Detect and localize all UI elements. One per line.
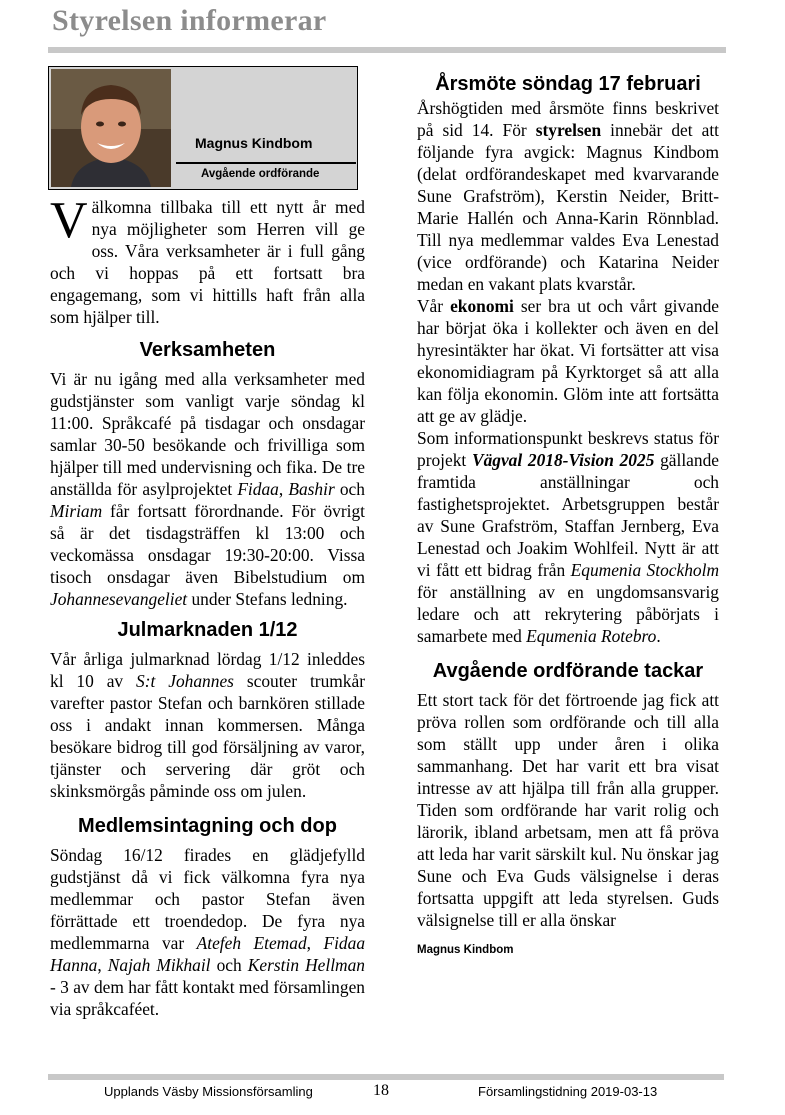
arsmote-paragraph-2 xyxy=(417,295,719,427)
text: , xyxy=(278,479,289,499)
arsmote-paragraph-1 xyxy=(417,97,719,295)
text: . xyxy=(656,626,661,646)
text: och xyxy=(334,479,365,499)
signature: Magnus Kindbom xyxy=(417,944,514,956)
bottom-divider xyxy=(48,1074,724,1080)
left-column xyxy=(50,192,366,1020)
arsmote-paragraph-3 xyxy=(417,427,719,647)
text: , xyxy=(306,933,324,953)
text: Vår årliga julmarknad lördag 1/12 inleddes kl 10 av xyxy=(50,649,365,691)
page-number: 18 xyxy=(373,1082,389,1099)
bold-term: styrelsen xyxy=(535,120,602,140)
text: scouter trumkår varefter pastor Stefan och barnkören stillade oss i andakt innan kommersen. Många besökare bidrog till god försäljning av varor, tjänster och servering där gröt och skinksmörgås påminde oss om julen. xyxy=(50,671,366,801)
text: och xyxy=(210,955,248,975)
project-name: Vägval 2018-Vision 2025 xyxy=(471,450,655,470)
verksamheten-paragraph xyxy=(50,368,365,610)
text: för anställning av en ungdomsansvarig ledare och att rekrytering påbörjats i samarbete med xyxy=(417,582,719,646)
text: gällande framtida anställningar och fastighetsprojektet. Arbetsgruppen består av Sune Grafström, Staffan Jernberg, Eva Lenestad och Joakim Wohlfeil. Nytt är att vi fått ett bidrag från xyxy=(417,450,719,580)
footer-issue: Församlingstidning 2019-03-13 xyxy=(478,1084,658,1099)
intro-paragraph xyxy=(50,192,365,328)
footer-publisher: Upplands Väsby Missionsförsamling xyxy=(104,1084,313,1099)
profile-box xyxy=(48,66,358,190)
name-italic: Najah Mikhail xyxy=(107,955,211,975)
text: Vi är nu igång med alla verksamheter med gudstjänster som vanligt varje söndag kl 11:00. Språkcafé på tisdagar och onsdagar samlar 30-50 besökande och frivilliga som hjälper till med undervisning och fika. De tre anställda för asylprojektet xyxy=(50,369,365,499)
name-italic: Bashir xyxy=(288,479,335,499)
text: Årshögtiden med årsmöte finns beskrivet på sid 14. För xyxy=(417,98,719,140)
julmarknad-paragraph xyxy=(50,648,365,802)
text: innebär det att följande fyra avgick: Magnus Kindbom (delat ordförandeskapet med kvarvarande Sune Grafström), Kerstin Neider, Britt-Marie Hallén och Anna-Karin Rönnblad. Till nya medlemmar valdes Eva Lenestad (vice ordförande) och Katarina Neider medan en vakant plats kvarstår. xyxy=(417,120,719,294)
profile-divider xyxy=(176,162,356,164)
name-italic: S:t Johannes xyxy=(136,671,234,691)
profile-name: Magnus Kindbom xyxy=(195,135,313,151)
portrait-photo xyxy=(51,69,171,187)
text: under Stefans ledning. xyxy=(187,589,348,609)
bold-term: ekonomi xyxy=(450,296,514,316)
heading-tackar: Avgående ordförande tackar xyxy=(432,660,704,682)
intro-text: älkomna tillbaka till ett nytt år med nya möjligheter som Herren vill ge oss. Våra verksamheter är i full gång och vi hoppas på ett fortsatt bra engagemang, som vi hittills haft från alla som hjälper till. xyxy=(50,197,365,327)
name-italic: Fidaa xyxy=(237,479,279,499)
page-title: Styrelsen informerar xyxy=(52,4,327,37)
tackar-paragraph: Ett stort tack för det förtroende jag fick att pröva rollen som ordförande och till alla som ställt upp under åren i olika sammanhang. Det har varit ett bra visat intresse av att hjälpa till från alla grupper. Tiden som ordförande har varit rolig och lärorik, ibland arbetsam, men att få pröva att leda har varit särskilt kul. Nu önskar jag Sune och Eva Guds välsignelse i deras fortsatta uppgift att leda styrelsen. Guds välsignelse till er alla önskar xyxy=(417,690,719,930)
name-italic: Fidaa Hanna xyxy=(50,933,366,975)
text: , xyxy=(97,955,108,975)
name-italic: Kerstin Hellman xyxy=(247,955,365,975)
name-italic: Equmenia Stockholm xyxy=(570,560,720,580)
heading-medlemsintagning: Medlemsintagning och dop xyxy=(78,815,337,837)
text: Söndag 16/12 firades en glädjefylld gudstjänst då vi fick välkomna fyra nya medlemmar och pastor Stefan även förrättade ett troendedop. De fyra nya medlemmarna var xyxy=(50,845,365,953)
top-divider xyxy=(48,47,726,53)
title-italic: Johannesevangeliet xyxy=(50,589,188,609)
heading-verksamheten: Verksamheten xyxy=(139,339,276,361)
profile-role: Avgående ordförande xyxy=(201,168,320,180)
text: Vår xyxy=(417,296,451,316)
text: ser bra ut och vårt givande har börjat öka i kollekter och även en del hyresintäkter har ökat. Vi fortsätter att visa ekonomidiagram på Kyrktorget så att alla kan följa ekonomin. Glöm inte att fortsätta att ge av glädje. xyxy=(417,296,719,426)
medlem-paragraph xyxy=(50,844,365,1020)
name-italic: Miriam xyxy=(50,501,103,521)
heading-julmarknad: Julmarknaden 1/12 xyxy=(117,619,298,641)
right-column xyxy=(417,97,719,961)
text: Som informationspunkt beskrevs status för projekt xyxy=(417,428,719,470)
name-italic: Equmenia Rotebro xyxy=(526,626,657,646)
text: får fortsatt förordnande. För övrigt så är det tisdagsträffen kl 13:00 och veckomässa onsdagar 19:30-20:00. Vissa tisoch onsdagar även Bibelstudium om xyxy=(50,501,365,587)
heading-arsmote: Årsmöte söndag 17 februari xyxy=(435,73,701,95)
text: - 3 av dem har fått kontakt med församlingen via språkcaféet. xyxy=(50,977,365,1019)
name-italic: Atefeh Etemad xyxy=(196,933,307,953)
drop-cap: V xyxy=(50,192,88,249)
